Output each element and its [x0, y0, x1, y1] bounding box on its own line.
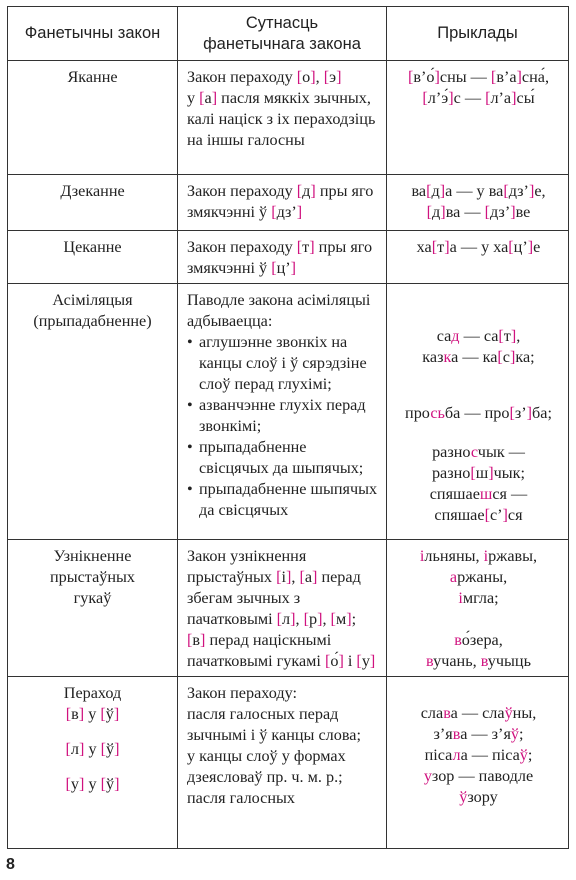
table-row — [8, 231, 569, 284]
law-examples: сад — са[т], казка — ка[с]ка; просьба — про[з’]ба; разносчык — разно[ш]чык; спяшаешся — спяшае[с’]ся — [387, 284, 569, 540]
law-name: Пераход [в] у [ў] [л] у [ў] [у] у [ў] — [8, 677, 178, 849]
law-description: Паводле закона асіміляцыі адбываецца: • аглушэнне звонкіх на канцы слоў і ў сярэдзіне слоў перад глухімі; • азванчэнне глухіх перад звонкімі; • прыпадабненне свісцячых да шыпячых; • прыпадабненне шыпячых да свісцячых — [178, 284, 387, 540]
phonetic-laws-table — [7, 6, 569, 849]
table-row — [8, 540, 569, 677]
law-examples: ва[д]а — у ва[дз’]е, [д]ва — [дз’]ве — [387, 175, 569, 231]
law-name: Дзеканне — [8, 175, 178, 231]
header-essence: Сутнасць фанетычнага закона — [178, 7, 387, 61]
list-item: • азванчэнне глухіх перад звонкімі; — [187, 395, 380, 437]
law-description: Закон пераходу [о], [э] у [а] пасля мяккіх зычных, калі націск з іх пераходзіць на іншы галосны — [178, 61, 387, 175]
table-row — [8, 677, 569, 849]
table-row — [8, 61, 569, 175]
law-examples: ха[т]а — у ха[ц’]е — [387, 231, 569, 284]
law-examples: слава — слаўны, з’ява — з’яў; пісала — пісаў; узор — паводле ўзору — [387, 677, 569, 849]
list-item: • прыпадабненне шыпячых да свісцячых — [187, 479, 380, 521]
table-header-row — [8, 7, 569, 61]
table-row — [8, 284, 569, 540]
page-number: 8 — [6, 856, 15, 873]
law-name: Узнікненне прыстаўных гукаў — [8, 540, 178, 677]
law-description: Закон пераходу [д] пры яго змякчэнні ў [дз’] — [178, 175, 387, 231]
law-examples: [в’о́]сны — [в’а]сна́, [л’э́]с — [л’а]сы́ — [387, 61, 569, 175]
law-description: Закон пераходу [т] пры яго змякчэнні ў [ц’] — [178, 231, 387, 284]
header-phonetic-law: Фанетычны закон — [8, 7, 178, 61]
law-description: Закон пераходу: пасля галосных перад зычнымі і ў канцы слова; у канцы слоў у формах дзеясловаў пр. ч. м. р.; пасля галосных — [178, 677, 387, 849]
assimilation-list — [187, 332, 380, 521]
list-item: • прыпадабненне свісцячых да шыпячых; — [187, 437, 380, 479]
law-description: Закон узнікнення прыстаўных [і], [а] перад збегам зычных з пачатковымі [л], [р], [м]; [в] перад націскнымі пачатковымі гукамі [о́] і [у] — [178, 540, 387, 677]
law-name: Асіміляцыя (прыпадабненне) — [8, 284, 178, 540]
law-examples: ільняны, іржавы, аржаны, імгла; во́зера, вучань, вучыць — [387, 540, 569, 677]
header-examples: Прыклады — [387, 7, 569, 61]
law-name: Цеканне — [8, 231, 178, 284]
table-row — [8, 175, 569, 231]
law-name: Яканне — [8, 61, 178, 175]
list-item: • аглушэнне звонкіх на канцы слоў і ў сярэдзіне слоў перад глухімі; — [187, 332, 380, 395]
